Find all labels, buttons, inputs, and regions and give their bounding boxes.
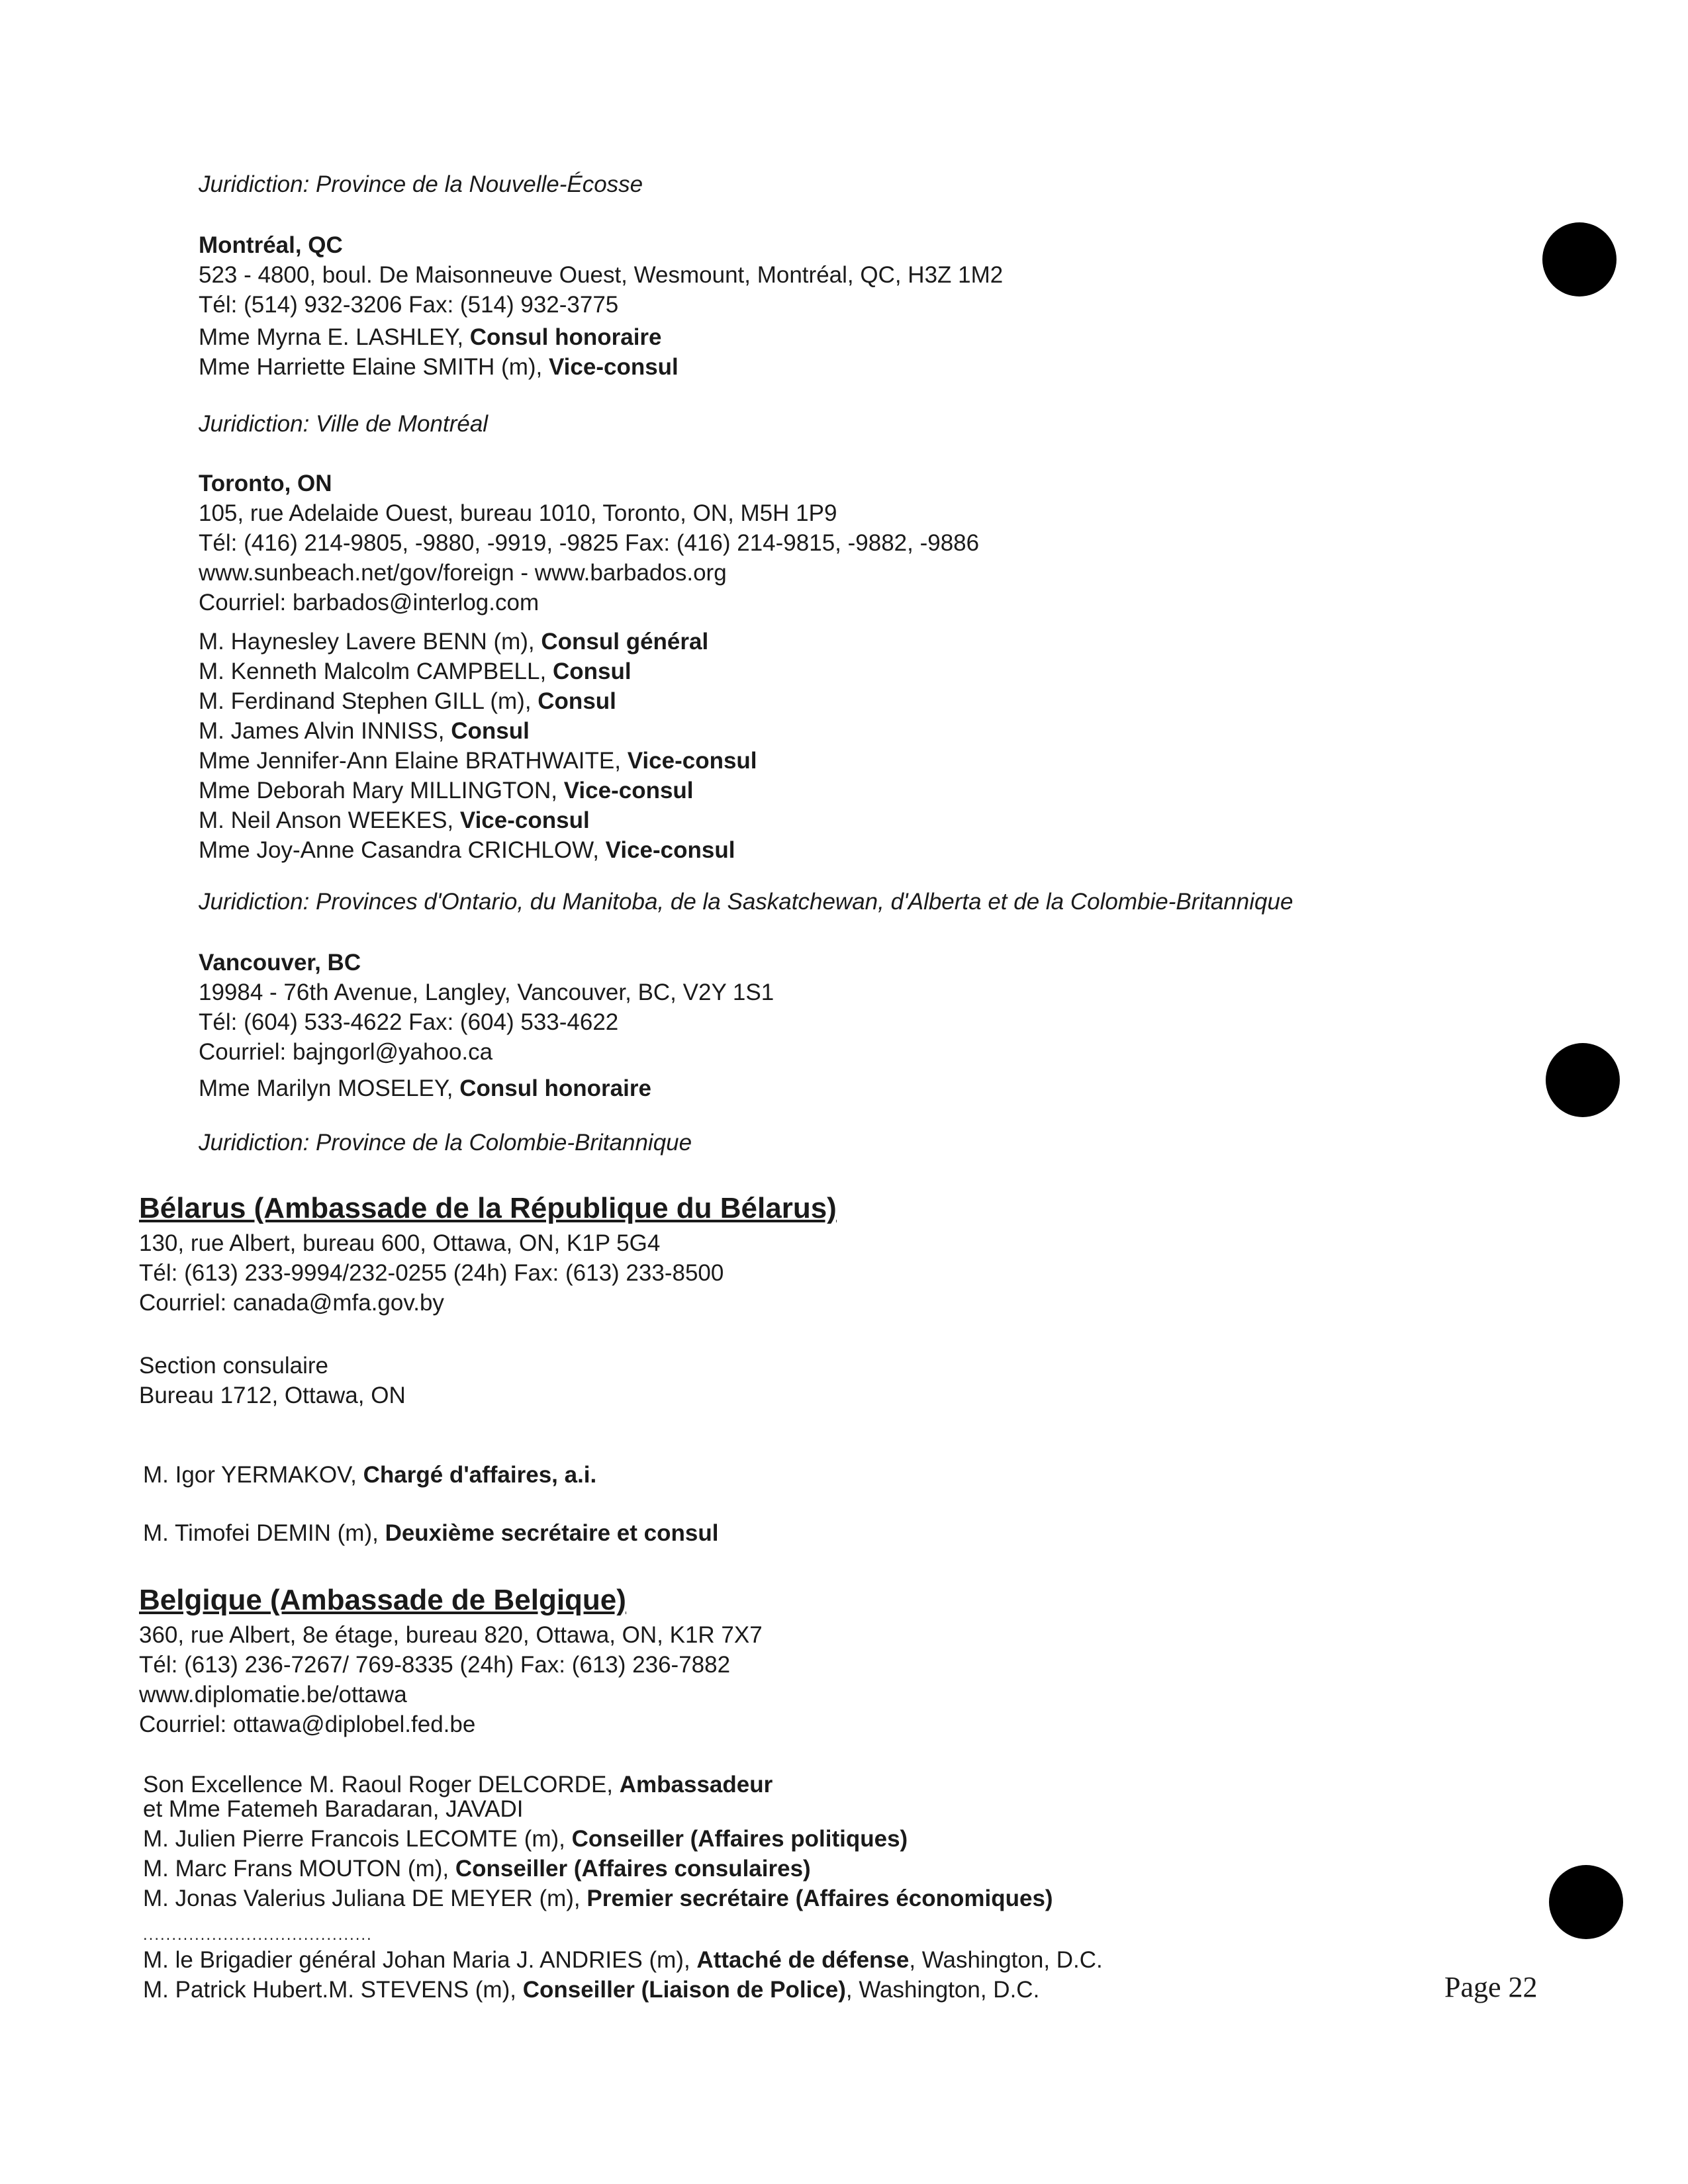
vancouver-address: 19984 - 76th Avenue, Langley, Vancouver, BC, V2Y 1S1 (199, 979, 774, 1005)
montreal-address: 523 - 4800, boul. De Maisonneuve Ouest, Wesmount, Montréal, QC, H3Z 1M2 (199, 262, 1004, 288)
punch-hole-top (1542, 222, 1617, 296)
staff-line: M. Kenneth Malcolm CAMPBELL, Consul (199, 659, 632, 684)
vancouver-email[interactable]: Courriel: bajngorl@yahoo.ca (199, 1039, 493, 1065)
belarus-consular-address: Bureau 1712, Ottawa, ON (139, 1383, 406, 1408)
montreal-phone: Tél: (514) 932-3206 Fax: (514) 932-3775 (199, 292, 619, 318)
toronto-city: Toronto, ON (199, 471, 332, 496)
staff-line: Mme Deborah Mary MILLINGTON, Vice-consul (199, 778, 694, 803)
belgium-staff (143, 1770, 1103, 2005)
montreal-city: Montréal, QC (199, 232, 343, 258)
jurisdiction-nova-scotia: Juridiction: Province de la Nouvelle-Écosse (199, 171, 643, 197)
montreal-block (199, 230, 1003, 382)
jurisdiction-montreal: Juridiction: Ville de Montréal (199, 411, 489, 437)
staff-line: Son Excellence M. Raoul Roger DELCORDE, Ambassadeur (143, 1772, 773, 1797)
vancouver-block (199, 948, 774, 1103)
toronto-address: 105, rue Adelaide Ouest, bureau 1010, Toronto, ON, M5H 1P9 (199, 500, 837, 526)
belgium-heading: Belgique (Ambassade de Belgique) (139, 1584, 626, 1616)
staff-line: M. Neil Anson WEEKES, Vice-consul (199, 807, 590, 833)
toronto-block (199, 469, 979, 865)
punch-hole-middle (1546, 1043, 1620, 1117)
belgium-web[interactable]: www.diplomatie.be/ottawa (139, 1682, 407, 1707)
toronto-web[interactable]: www.sunbeach.net/gov/foreign - www.barbados.org (199, 560, 727, 586)
staff-line: et Mme Fatemeh Baradaran, JAVADI (143, 1796, 524, 1822)
jurisdiction-toronto: Juridiction: Provinces d'Ontario, du Manitoba, de la Saskatchewan, d'Alberta et de la Colombie-Britannique (199, 889, 1293, 915)
toronto-phone: Tél: (416) 214-9805, -9880, -9919, -9825 Fax: (416) 214-9815, -9882, -9886 (199, 530, 980, 556)
belgium-block (139, 1620, 763, 1739)
staff-line: M. Timofei DEMIN (m), Deuxième secrétaire et consul (143, 1520, 719, 1546)
staff-line: Mme Myrna E. LASHLEY, Consul honoraire (199, 324, 662, 350)
punch-hole-bottom (1549, 1865, 1623, 1939)
belgium-phone: Tél: (613) 236-7267/ 769-8335 (24h) Fax: (613) 236-7882 (139, 1652, 731, 1678)
staff-line: M. Jonas Valerius Juliana DE MEYER (m), Premier secrétaire (Affaires économiques) (143, 1886, 1053, 1911)
staff-line: M. James Alvin INNISS, Consul (199, 718, 530, 744)
jurisdiction-vancouver: Juridiction: Province de la Colombie-Britannique (199, 1130, 692, 1156)
staff-line: Mme Harriette Elaine SMITH (m), Vice-consul (199, 354, 679, 380)
belarus-heading: Bélarus (Ambassade de la République du Bélarus) (139, 1192, 837, 1224)
staff-line: M. Ferdinand Stephen GILL (m), Consul (199, 688, 616, 714)
staff-line: M. Haynesley Lavere BENN (m), Consul général (199, 629, 709, 655)
belarus-consular-section: Section consulaire (139, 1353, 328, 1379)
staff-line: Mme Joy-Anne Casandra CRICHLOW, Vice-consul (199, 837, 735, 863)
vancouver-phone: Tél: (604) 533-4622 Fax: (604) 533-4622 (199, 1009, 619, 1035)
belgium-email[interactable]: Courriel: ottawa@diplobel.fed.be (139, 1711, 476, 1737)
staff-line: Mme Marilyn MOSELEY, Consul honoraire (199, 1075, 651, 1101)
staff-line: M. Julien Pierre Francois LECOMTE (m), Conseiller (Affaires politiques) (143, 1826, 908, 1852)
staff-line: M. le Brigadier général Johan Maria J. ANDRIES (m), Attaché de défense, Washington, D.C. (143, 1947, 1103, 1973)
belgium-address: 360, rue Albert, 8e étage, bureau 820, Ottawa, ON, K1R 7X7 (139, 1622, 763, 1648)
belarus-email[interactable]: Courriel: canada@mfa.gov.by (139, 1290, 444, 1316)
toronto-email[interactable]: Courriel: barbados@interlog.com (199, 590, 539, 615)
vancouver-city: Vancouver, BC (199, 950, 361, 976)
staff-line: M. Patrick Hubert.M. STEVENS (m), Conseiller (Liaison de Police), Washington, D.C. (143, 1977, 1040, 2003)
staff-line: M. Igor YERMAKOV, Chargé d'affaires, a.i. (143, 1462, 597, 1488)
staff-line: Mme Jennifer-Ann Elaine BRATHWAITE, Vice-consul (199, 748, 757, 774)
staff-line: M. Marc Frans MOUTON (m), Conseiller (Affaires consulaires) (143, 1856, 811, 1882)
belarus-address: 130, rue Albert, bureau 600, Ottawa, ON, K1P 5G4 (139, 1230, 661, 1256)
belarus-block (139, 1228, 724, 1410)
page-number: Page 22 (1444, 1971, 1538, 2003)
belarus-phone: Tél: (613) 233-9994/232-0255 (24h) Fax: (613) 233-8500 (139, 1260, 724, 1286)
dotted-separator: ........................................ (143, 1926, 373, 1944)
